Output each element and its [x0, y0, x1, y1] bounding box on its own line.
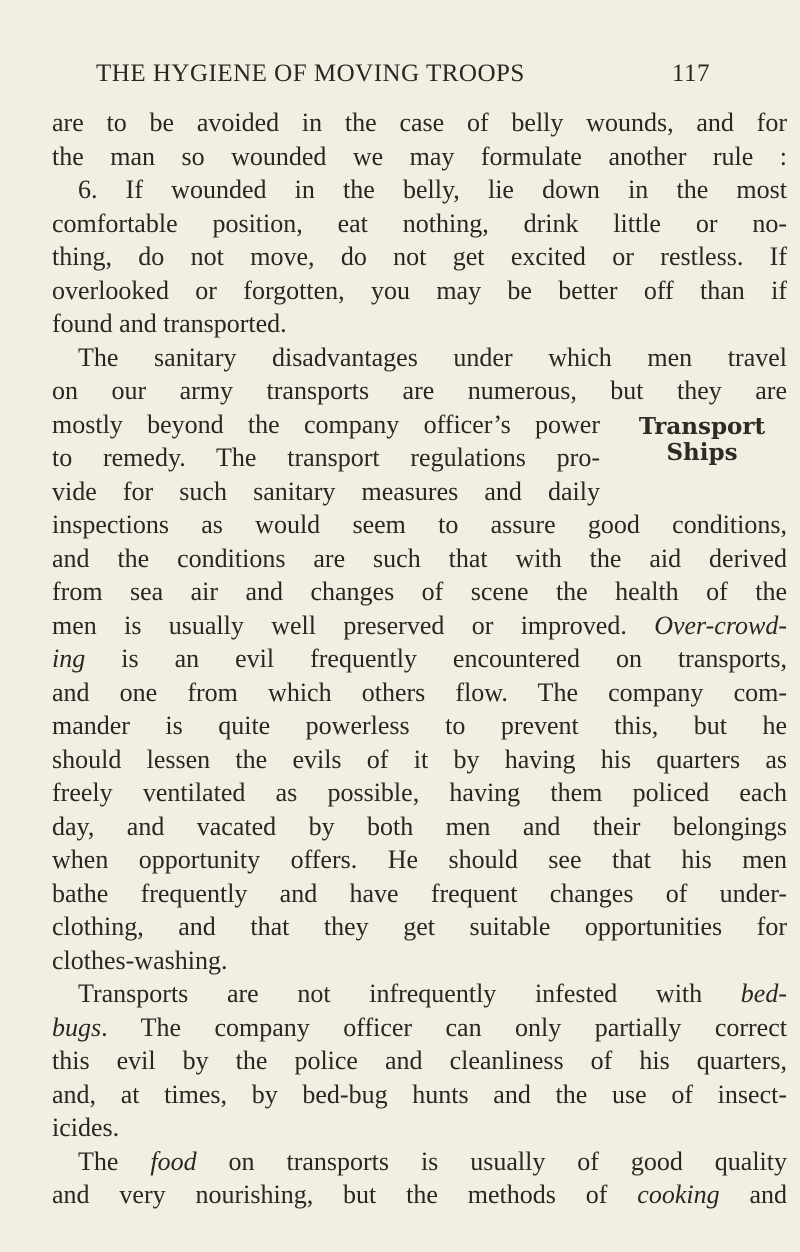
margin-note-line: Ships	[666, 439, 738, 466]
body-text	[52, 106, 787, 1212]
text-line: men is usually well preserved or improved. Over-crowd-	[52, 610, 787, 640]
text-line: should lessen the evils of it by having his quarters as	[52, 744, 787, 774]
margin-note-line: Transport	[638, 413, 766, 440]
text-line: day, and vacated by both men and their belongings	[52, 811, 787, 841]
text-line: freely ventilated as possible, having them policed each	[52, 778, 787, 807]
text-line: are to be avoided in the case of belly wounds, and for	[52, 108, 787, 137]
text-line: mander is quite powerless to prevent this, but he	[52, 711, 787, 740]
text-line: when opportunity offers. He should see that his men	[52, 845, 787, 874]
text-line: from sea air and changes of scene the health of the	[52, 577, 787, 606]
text-line: The food on transports is usually of good quality	[78, 1146, 787, 1176]
text-line: Transports are not infrequently infested with bed-	[78, 979, 787, 1008]
text-line: this evil by the police and cleanliness of his quarters,	[52, 1046, 787, 1075]
text-line: comfortable position, eat nothing, drink little or no-	[52, 208, 787, 238]
text-line: vide for such sanitary measures and daily	[52, 476, 600, 506]
text-line: icides.	[52, 1113, 120, 1142]
text-line: found and transported.	[52, 309, 287, 338]
text-line: the man so wounded we may formulate another rule :	[52, 141, 787, 171]
text-line: mostly beyond the company officer’s power	[52, 409, 600, 439]
text-line: to remedy. The transport regulations pro-	[52, 443, 600, 472]
text-line: inspections as would seem to assure good conditions,	[52, 510, 787, 539]
running-head	[96, 60, 710, 90]
text-line: on our army transports are numerous, but they are	[52, 376, 787, 405]
text-line: and one from which others flow. The company com-	[52, 677, 787, 707]
text-line: and very nourishing, but the methods of cooking and	[52, 1180, 787, 1209]
text-line: clothes-washing.	[52, 945, 228, 975]
text-line: The sanitary disadvantages under which men travel	[78, 342, 787, 372]
text-line: bugs. The company officer can only partially correct	[52, 1012, 787, 1042]
text-line: overlooked or forgotten, you may be better off than if	[52, 275, 787, 305]
text-line: bathe frequently and have frequent changes of under-	[52, 878, 787, 908]
running-head-title: THE HYGIENE OF MOVING TROOPS	[96, 60, 525, 87]
margin-note	[612, 414, 792, 466]
text-line: ing is an evil frequently encountered on transports,	[52, 644, 787, 673]
text-line: clothing, and that they get suitable opportunities for	[52, 912, 787, 941]
text-line: and, at times, by bed-bug hunts and the use of insect-	[52, 1079, 787, 1109]
text-line: and the conditions are such that with the aid derived	[52, 543, 787, 573]
text-line: 6. If wounded in the belly, lie down in the most	[78, 175, 787, 204]
text-line: thing, do not move, do not get excited or restless. If	[52, 242, 787, 271]
page-number: 117	[671, 60, 710, 87]
